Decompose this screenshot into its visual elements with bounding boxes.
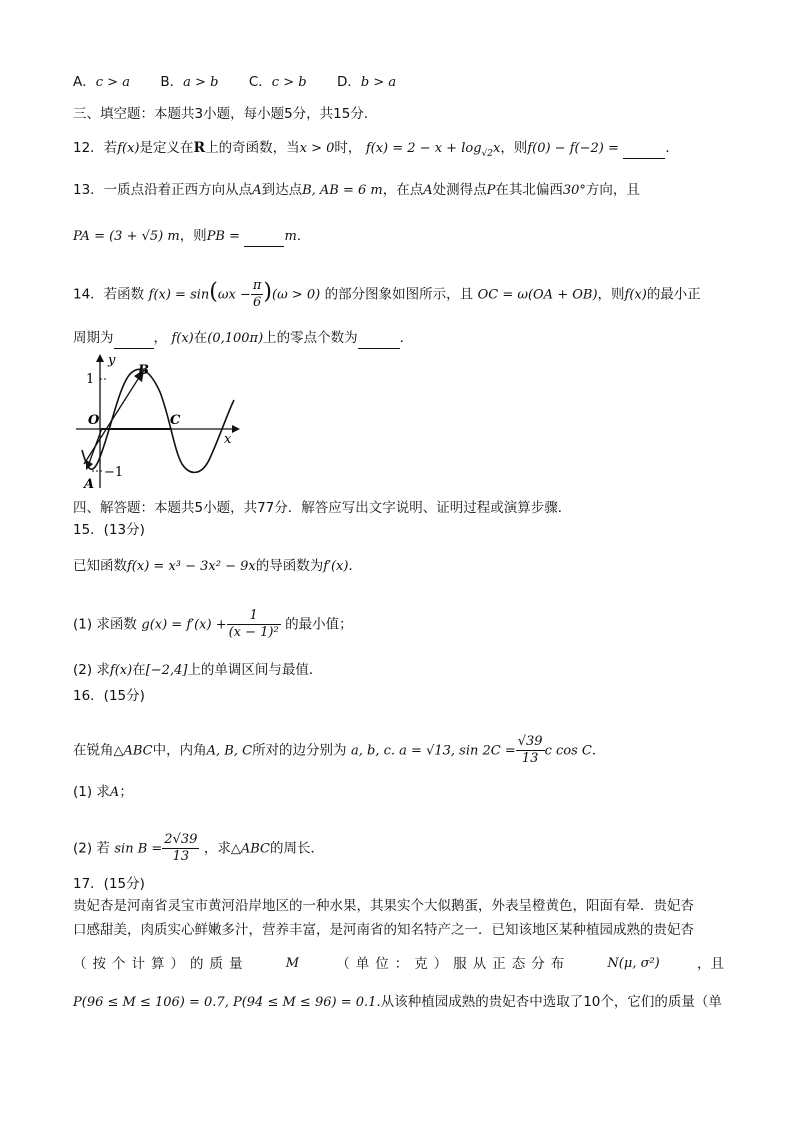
question-15-header: 15．(13分) (73, 522, 145, 538)
label-c: C (170, 413, 181, 428)
label-x: x (224, 432, 232, 447)
g-fraction: $\frac{1}{\text{(x − 1)²}}$ (228, 608, 279, 640)
question-16-part-2: (2) 若 sin B = $\frac{2√39}{13}$ ，求△ABC的周长． (73, 832, 324, 864)
question-16-stem: 在锐角△ABC中，内角A, B, C所对的边分别为 a, b, c. a = √13, sin 2C = $\frac{√39}{13}$ c cos C． (73, 734, 606, 766)
label-y: y (108, 353, 116, 368)
question-17-line-4: P(96 ≤ M ≤ 106) = 0.7, P(94 ≤ M ≤ 96) = 0.1.从该种植园成熟的贵妃杏中选取了10个，它们的质量（单 (73, 994, 722, 1010)
question-16-header: 16．(15分) (73, 688, 145, 704)
question-13-line-1: 13．一质点沿着正西方向从点A到达点B, AB = 6 m，在点A处测得点P在其北偏西30°方向，且 (73, 182, 640, 198)
sinb-fraction: $\frac{2√39}{13}$ (164, 832, 198, 864)
question-17-header: 17．(15分) (73, 876, 145, 892)
choice-d[interactable]: D．b > a (337, 74, 397, 90)
question-16-part-1: (1) 求A； (73, 784, 133, 800)
sine-graph-figure (72, 352, 242, 492)
question-15-part-2: (2) 求f(x)在[−2,4]上的单调区间与最值． (73, 662, 323, 678)
vector-relation: OC = ω(OA + OB) (477, 287, 598, 303)
question-15-stem: 已知函数f(x) = x³ − 3x² − 9x的导函数为f′(x)． (73, 558, 362, 574)
y-axis-arrow (96, 354, 104, 362)
label-a: A (84, 477, 95, 492)
answer-blank-14b[interactable] (358, 328, 400, 349)
question-15-part-1: (1) 求函数 g(x) = f′(x) + $\frac{1}{\text{(x − 1)²}}$ 的最小值； (73, 608, 353, 640)
label-one: 1 (86, 372, 95, 387)
choice-b[interactable]: B．a > b (160, 74, 219, 90)
choices-row (73, 72, 724, 93)
section-3-heading: 三、填空题：本题共3小题，每小题5分，共15分． (73, 106, 378, 122)
sine-curve (82, 369, 234, 472)
question-13-line-2: PA = (3 + √5) m，则PB = m． (73, 226, 724, 247)
question-12: 12．若f(x)是定义在R上的奇函数，当x > 0时， $f(x) = 2 - x + \log_{√2}x$，则f(0) − f(−2) = ． (73, 140, 679, 159)
question-14-line-1: 14．若函数 f(x) = sin(ωx − $\frac{\pi}{6}$ )(ω > 0) 的部分图象如图所示，且 OC = ω(OA + OB)，则f(x)的最小正 (73, 278, 701, 310)
x-axis-arrow (232, 425, 240, 433)
answer-blank-13[interactable] (244, 226, 284, 247)
label-o: O (88, 413, 100, 428)
choice-c[interactable]: C．c > b (248, 74, 307, 90)
answer-blank-14a[interactable] (114, 328, 154, 349)
answer-blank-12[interactable] (623, 138, 665, 159)
label-b: B (138, 363, 149, 378)
question-17-line-2: 口感甜美，肉质实心鲜嫩多汁，营养丰富，是河南省的知名特产之一．已知该地区某种植园成熟的贵妃杏 (73, 922, 694, 938)
label-neg-one: −1 (104, 465, 124, 480)
question-17-line-3: （按个计算）的质量 M （单位：克）服从正态分布 N(μ, σ²) ，且 (73, 956, 724, 972)
pi-over-6: $\frac{\pi}{6}$ (252, 278, 262, 310)
choice-a[interactable]: A．c > a (73, 74, 130, 90)
sqrt39-over-13: $\frac{√39}{13}$ (517, 734, 543, 766)
section-4-heading: 四、解答题：本题共5小题，共77分．解答应写出文字说明、证明过程或演算步骤． (73, 500, 572, 516)
question-17-line-1: 贵妃杏是河南省灵宝市黄河沿岸地区的一种水果，其果实个大似鹅蛋，外表呈橙黄色，阳面有晕．贵妃杏 (73, 898, 694, 914)
question-14-line-2: 周期为 ， f(x)在(0,100π)上的零点个数为 ． (73, 328, 724, 349)
